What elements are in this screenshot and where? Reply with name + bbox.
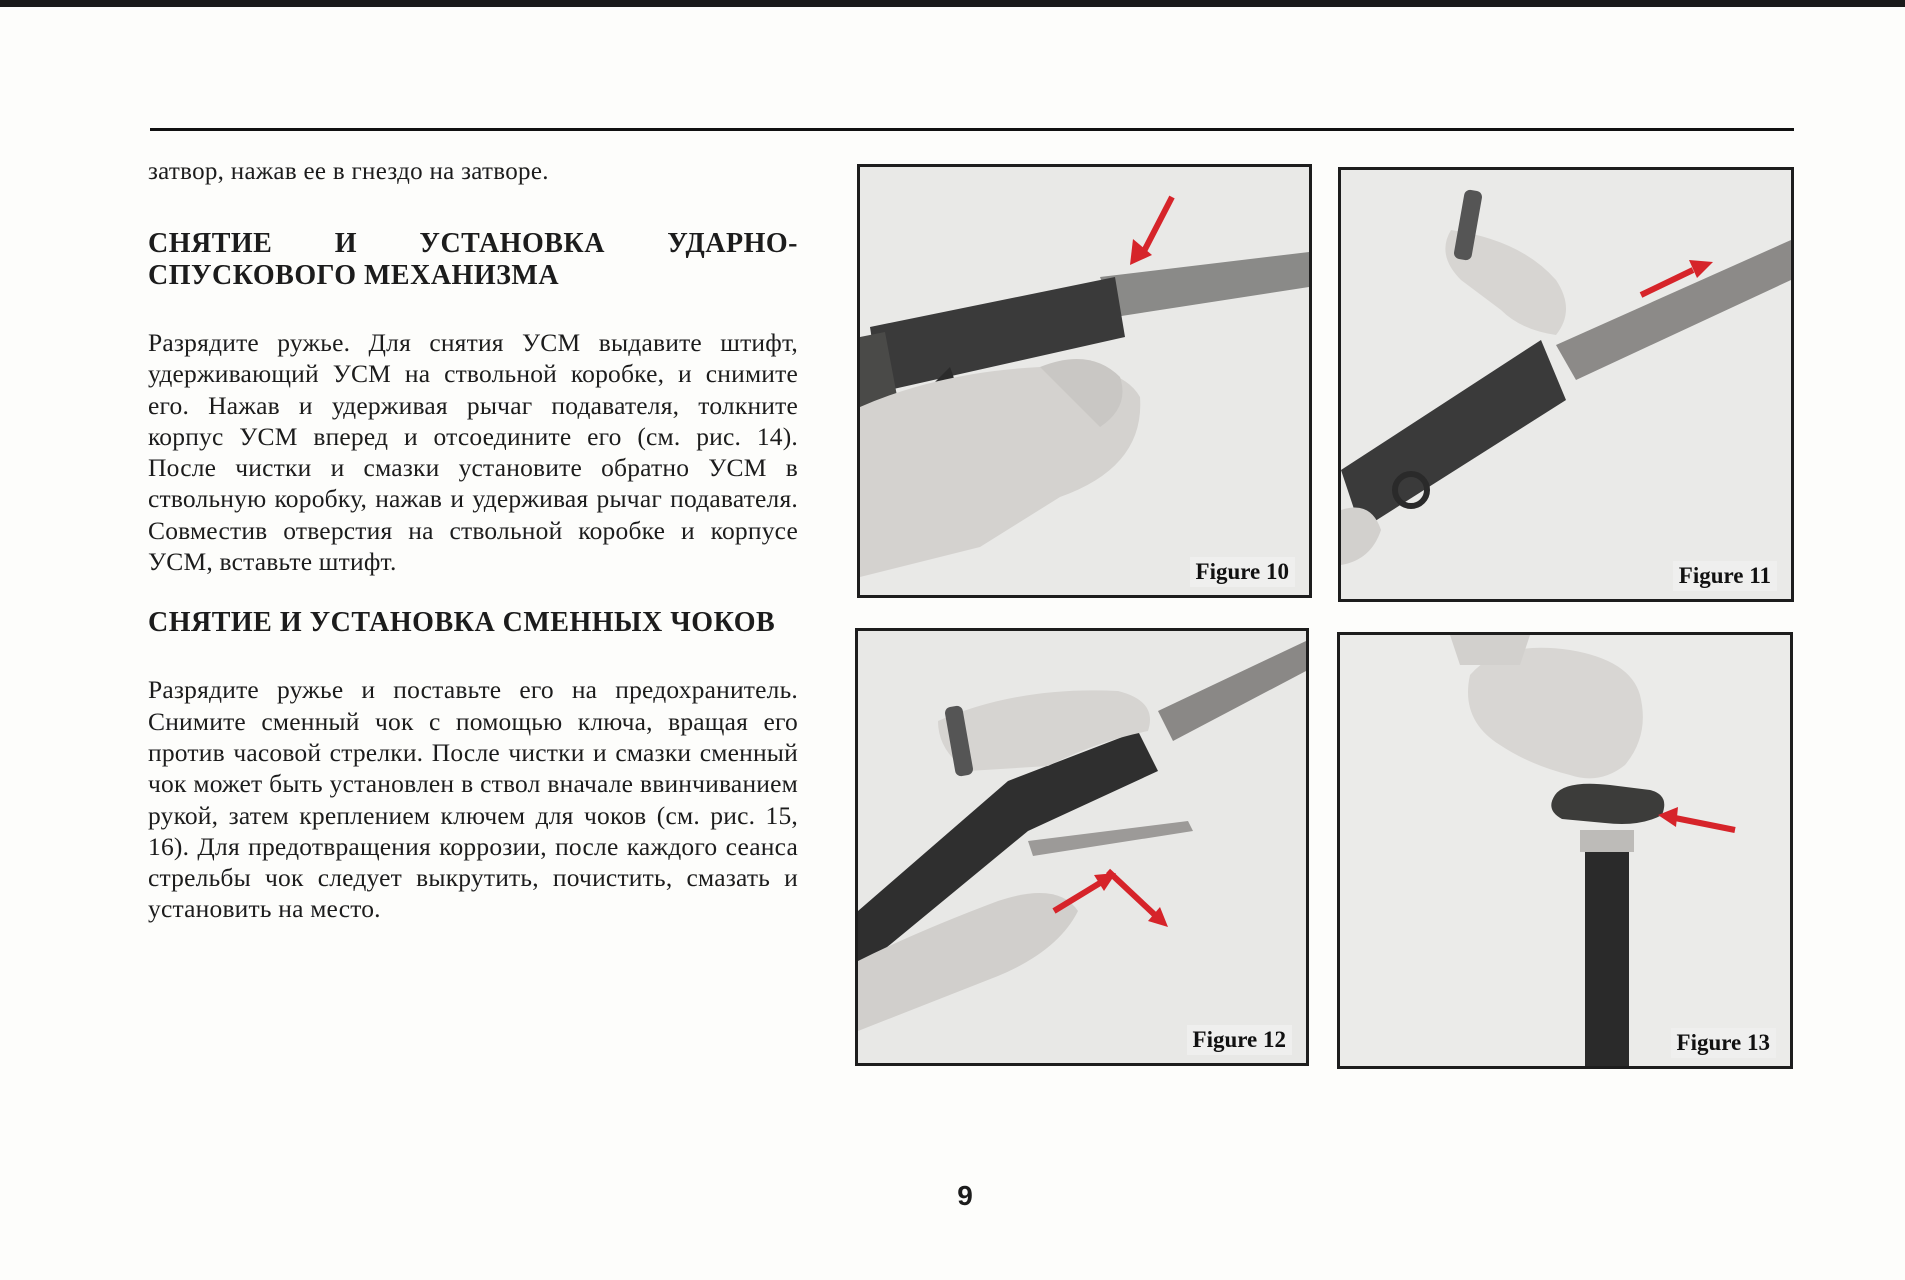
figure-12 xyxy=(855,628,1309,1066)
figure-13-illustration xyxy=(1340,635,1790,1066)
figure-12-label: Figure 12 xyxy=(1187,1025,1292,1055)
header-rule xyxy=(150,128,1794,131)
continuation-text: затвор, нажав ее в гнездо на затворе. xyxy=(148,158,549,185)
figure-11-label: Figure 11 xyxy=(1673,561,1777,591)
section-heading-trigger-mechanism: СНЯТИЕ И УСТАНОВКА УДАРНО-СПУСКОВОГО МЕХАНИЗМА xyxy=(148,228,798,291)
figure-11-illustration xyxy=(1341,170,1791,599)
text-column xyxy=(148,156,798,955)
figure-12-illustration xyxy=(858,631,1306,1063)
scan-top-edge xyxy=(0,0,1905,7)
section-heading-chokes: СНЯТИЕ И УСТАНОВКА СМЕННЫХ ЧОКОВ xyxy=(148,607,776,639)
section-body-chokes: Разрядите ружье и поставьте его на предохранитель. Снимите сменный чок с помощью ключа, вращая его против часовой стрелки. После чистки и смазки сменный чок может быть установлен в ствол вначале ввинчиванием рукой, затем креплением ключем для чоков (см. рис. 15, 16). Для предотвращения коррозии, после каждого сеанса стрельбы чок следует выкрутить, почистить, смазать и установить на место. xyxy=(148,675,798,924)
page-number: 9 xyxy=(957,1180,973,1211)
figure-13-label: Figure 13 xyxy=(1671,1028,1776,1058)
figure-11 xyxy=(1338,167,1794,602)
figure-10 xyxy=(857,164,1312,598)
section-body-trigger-mechanism: Разрядите ружье. Для снятия УСМ выдавите штифт, удерживающий УСМ на ствольной коробке, и снимите его. Нажав и удерживая рычаг подавателя, толкните корпус УСМ вперед и отсоедините его (см. рис. 14). После чистки и смазки установите обратно УСМ в ствольную коробку, нажав и удерживая рычаг подавателя. Совместив отверстия на ствольной коробке и корпусе УСМ, вставьте штифт. xyxy=(148,328,798,577)
figure-10-label: Figure 10 xyxy=(1190,557,1295,587)
figure-10-illustration xyxy=(860,167,1309,595)
figure-13 xyxy=(1337,632,1793,1069)
